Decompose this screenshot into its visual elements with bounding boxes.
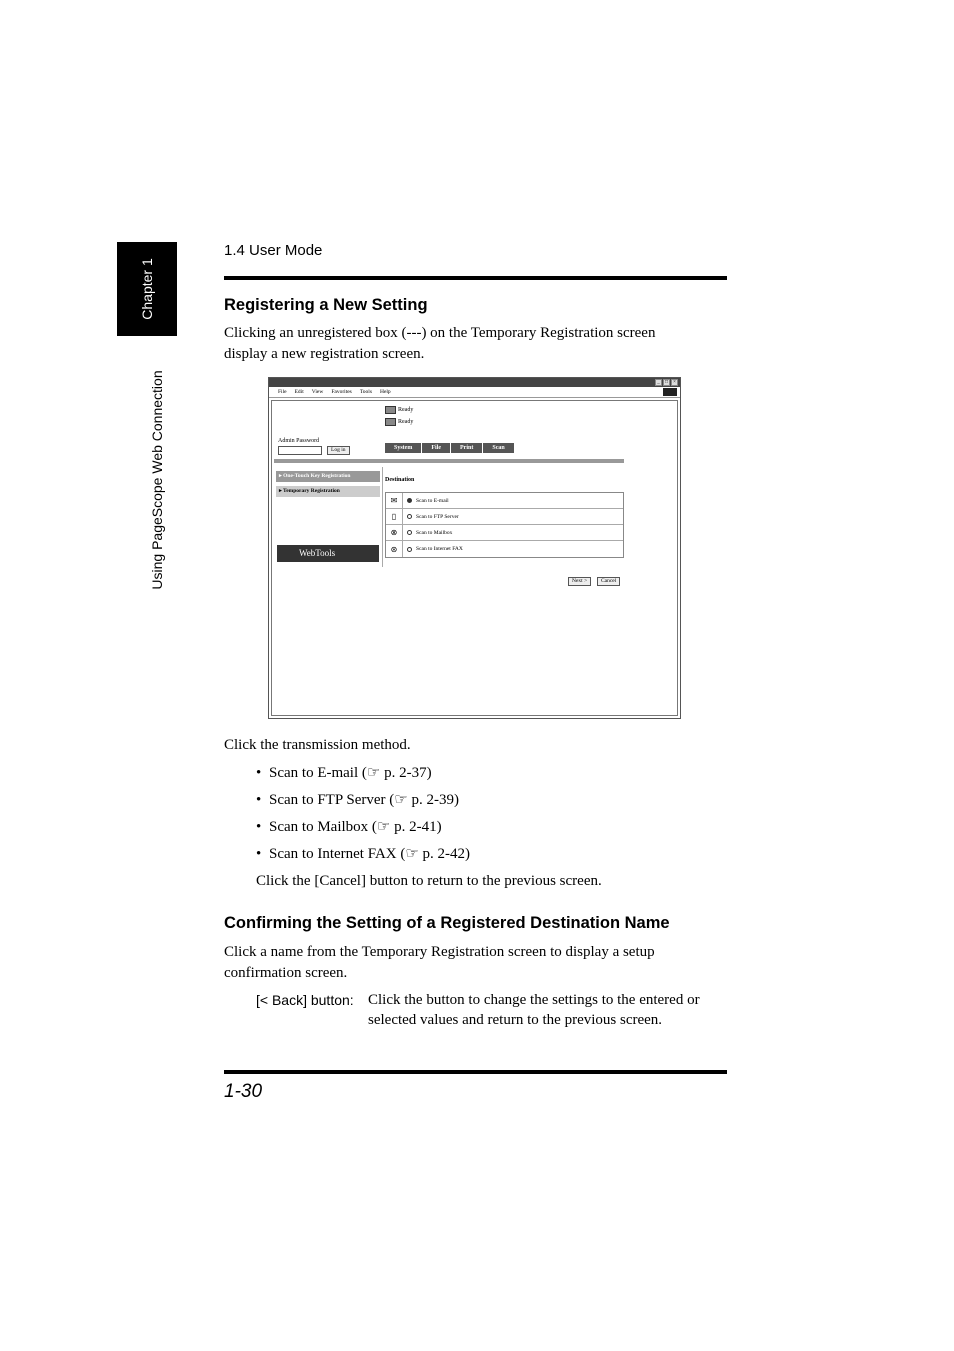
nav-temporary-registration[interactable]: ▸ Temporary Registration [276,486,380,497]
destination-row[interactable] [386,493,623,509]
destination-row[interactable] [386,509,623,525]
click-method-text: Click the transmission method. [224,737,411,753]
top-rule [224,276,727,280]
mailbox-icon: ⊗ [386,525,403,541]
list-item: • Scan to E-mail (☞ p. 2-37) [256,763,470,790]
definition-term: [< Back] button: [256,992,354,1008]
menu-help[interactable]: Help [379,389,391,395]
window-titlebar [269,378,680,387]
email-icon: ✉ [386,493,403,509]
web-page [271,400,678,716]
minimize-icon[interactable]: _ [655,379,662,386]
definition-description [368,990,728,1030]
destination-row[interactable] [386,525,623,541]
close-icon[interactable]: × [671,379,678,386]
radio-icon[interactable] [407,514,412,519]
radio-icon[interactable] [407,547,412,552]
method-list [256,763,470,871]
section1-heading: Registering a New Setting [224,296,428,314]
radio-icon[interactable] [407,530,412,535]
login-button[interactable]: Log in [327,446,350,455]
page-number: 1-30 [224,1081,263,1102]
status-text: Ready [398,407,414,413]
nav-divider [382,467,383,567]
section2-heading: Confirming the Setting of a Registered Destination Name [224,914,670,932]
tab-file[interactable]: File [422,443,450,453]
section2-intro [224,942,724,984]
webtools-logo: WebTools [277,545,379,562]
chapter-label: Chapter 1 [139,258,155,320]
cancel-note: Click the [Cancel] button to return to the previous screen. [256,873,602,889]
screenshot-figure [268,377,681,719]
menu-edit[interactable]: Edit [294,389,304,395]
menu-file[interactable]: File [278,389,287,395]
main-tabs [385,443,514,453]
printer-icon [385,406,396,414]
description-line: selected values and return to the previous screen. [368,1012,663,1028]
list-item: • Scan to Internet FAX (☞ p. 2-42) [256,844,470,871]
document-icon: ▯ [386,509,403,525]
destination-row[interactable] [386,541,623,557]
internet-fax-icon: ⊛ [386,541,403,557]
destination-label-text: Scan to FTP Server [416,513,459,520]
intro-line: Clicking an unregistered box (---) on the Temporary Registration screen [224,325,656,341]
intro-line: confirmation screen. [224,965,348,981]
intro-line: Click a name from the Temporary Registration screen to display a setup [224,944,655,960]
section-label: 1.4 User Mode [224,242,323,259]
tab-print[interactable]: Print [451,443,482,453]
list-item: • Scan to Mailbox (☞ p. 2-41) [256,817,470,844]
bottom-rule [224,1070,727,1074]
menu-favorites[interactable]: Favorites [331,389,352,395]
destination-table [385,492,624,558]
chapter-tab [117,242,177,336]
menu-view[interactable]: View [311,389,324,395]
tab-scan[interactable]: Scan [483,443,513,453]
menu-tools[interactable]: Tools [359,389,372,395]
description-line: Click the button to change the settings to the entered or [368,992,700,1008]
status-text: Ready [398,419,414,425]
browser-logo-icon [663,388,677,396]
side-nav [276,471,380,501]
admin-password-label: Admin Password [278,438,320,444]
intro-line: display a new registration screen. [224,346,425,362]
nav-one-touch-key[interactable]: ▸ One-Touch Key Registration [276,471,380,482]
browser-menubar [269,387,680,398]
maximize-icon[interactable]: □ [664,380,669,385]
section1-intro [224,323,724,365]
destination-label: Destination [385,477,415,483]
scanner-icon [385,418,396,426]
printer-status [385,406,413,414]
destination-label-text: Scan to Mailbox [416,529,453,536]
radio-selected-icon[interactable] [407,498,412,503]
cancel-button[interactable]: Cancel [597,577,620,586]
scanner-status [385,418,413,426]
side-title: Using PageScope Web Connection [149,370,165,590]
tab-system[interactable]: System [385,443,421,453]
destination-label-text: Scan to Internet FAX [416,546,463,552]
next-button[interactable]: Next > [568,577,591,586]
destination-label-text: Scan to E-mail [416,497,449,504]
list-item: • Scan to FTP Server (☞ p. 2-39) [256,790,470,817]
header-divider [274,459,624,463]
admin-password-input[interactable] [278,446,322,455]
